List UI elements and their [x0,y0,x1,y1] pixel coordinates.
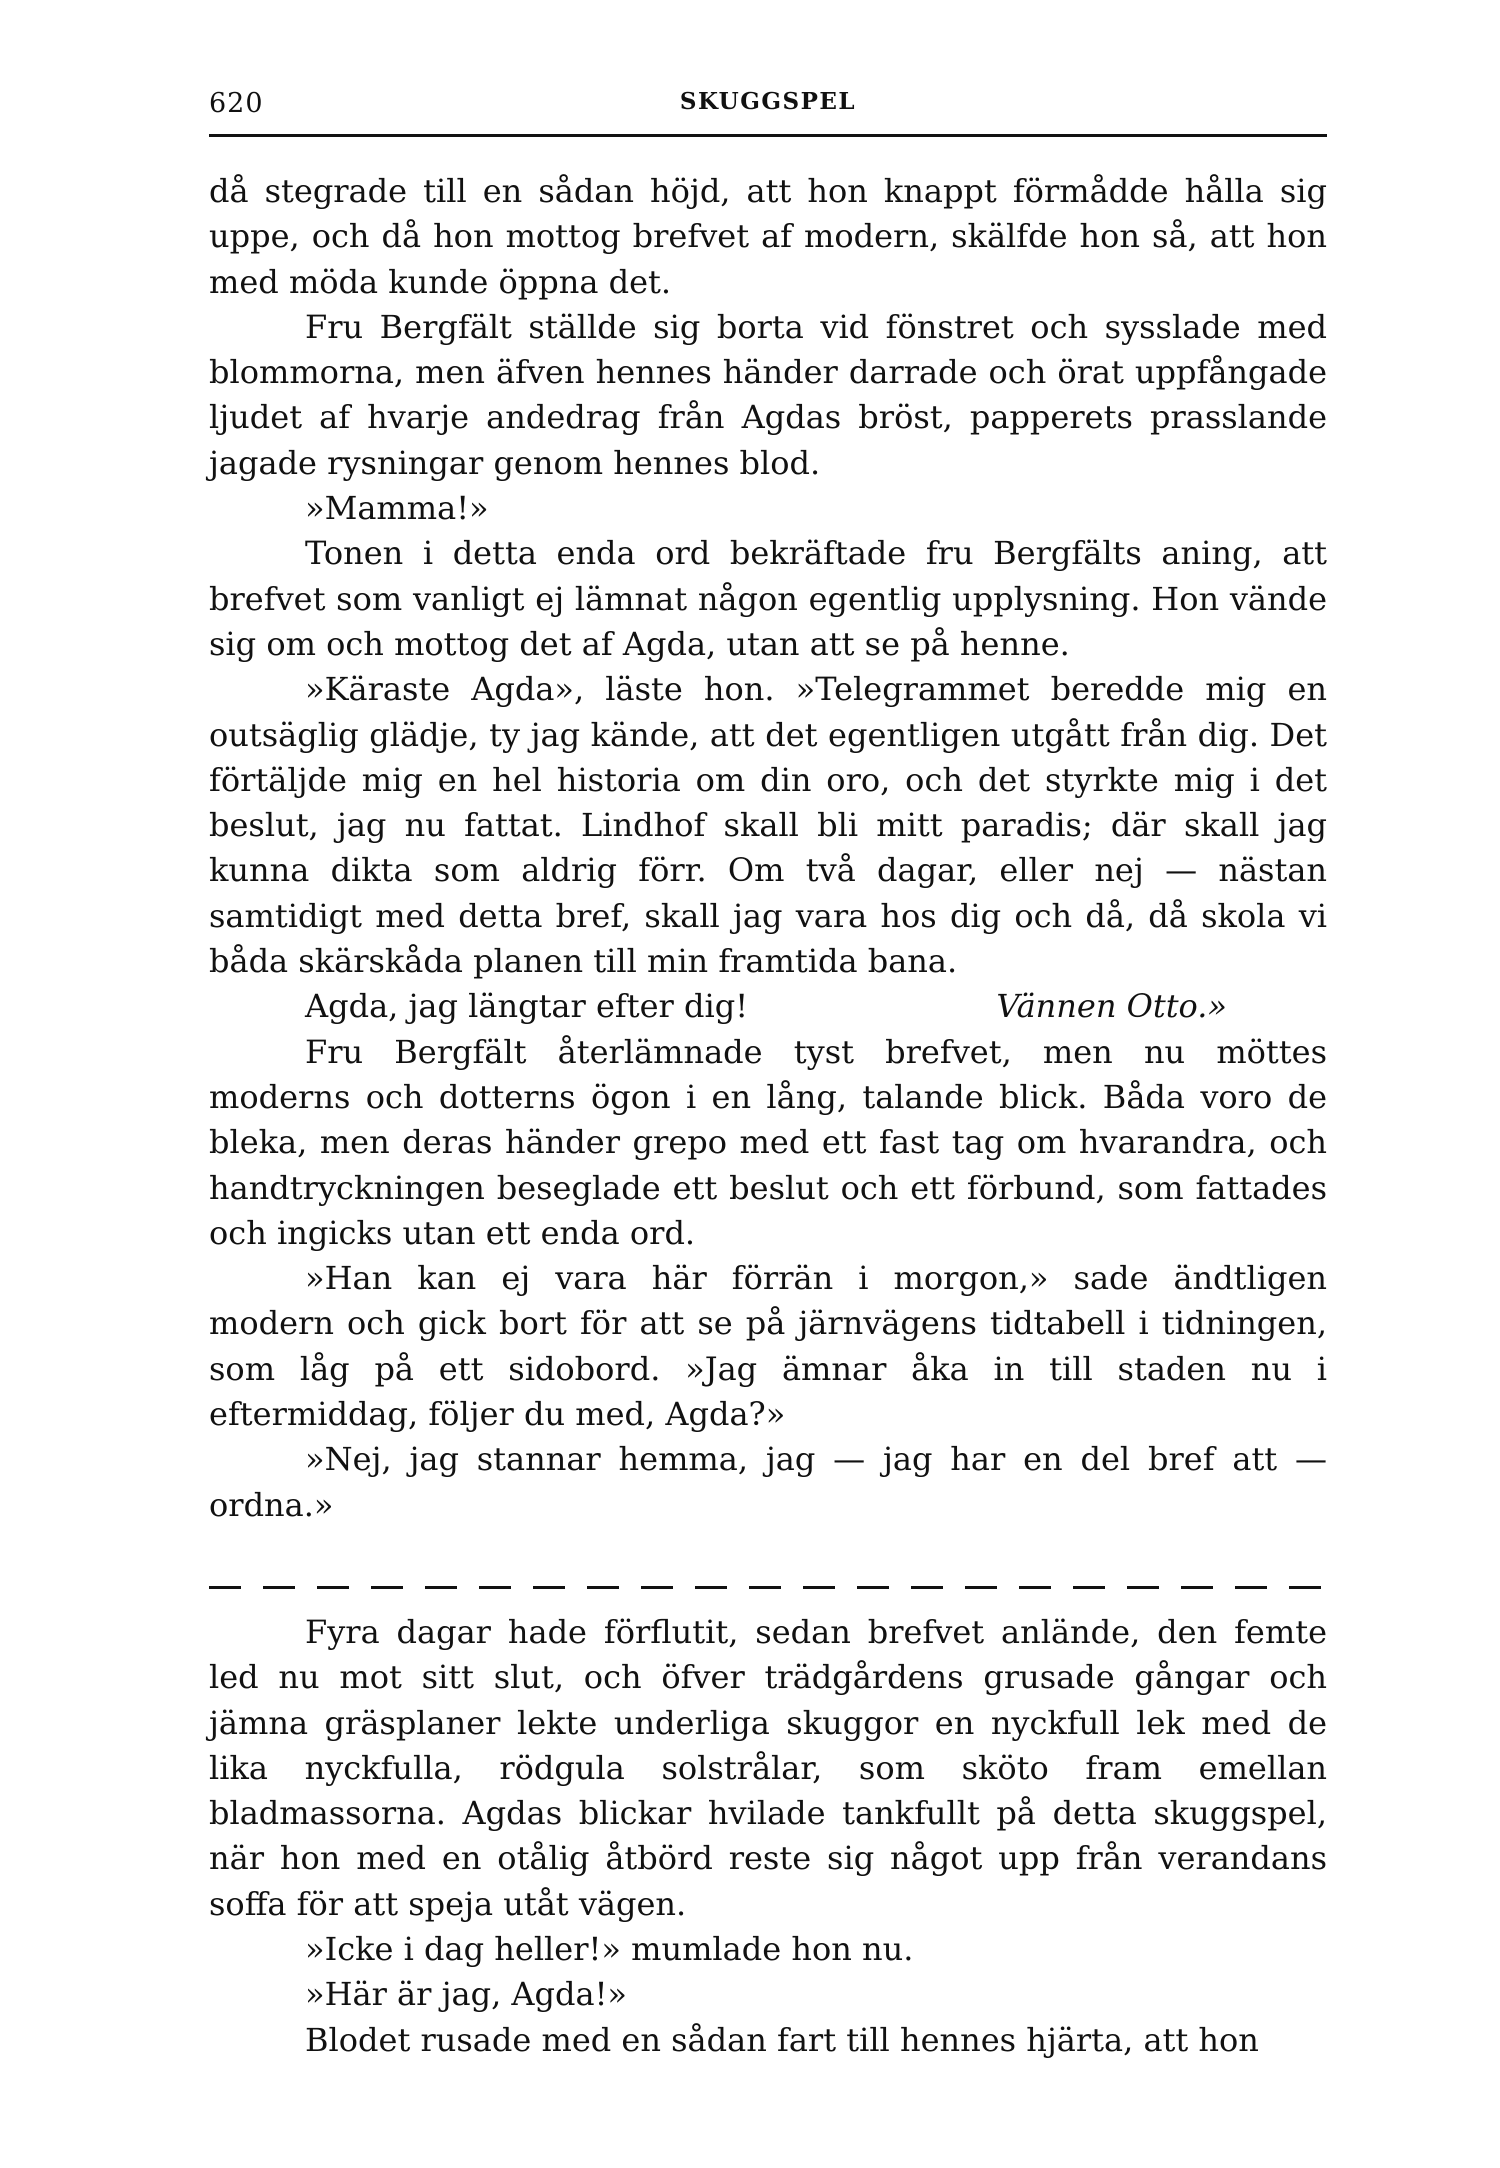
paragraph: Tonen i detta enda ord bekräftade fru Bergfälts aning, att brefvet som vanligt ej lämnat någon egentlig upplysning. Hon vände sig om och mottog det af Agda, utan att se på henne. [209,534,1327,663]
scene-break-divider [209,1586,1327,1589]
paragraph: Fru Bergfält ställde sig borta vid fönstret och sysslade med blommorna, men äfven hennes händer darrade och örat uppfångade ljudet af hvarje andedrag från Agdas bröst, papperets prasslande jagade rysningar genom hennes blod. [209,307,1327,482]
running-title: SKUGGSPEL [679,88,857,115]
header-rule [209,134,1327,137]
main-text [209,169,1327,1528]
paragraph: »Här är jag, Agda!» [305,1975,627,2014]
page-number: 620 [209,88,264,119]
letter-greeting: Agda, jag längtar efter dig! [305,987,749,1026]
paragraph: »Mamma!» [305,489,489,528]
page-header [209,88,1327,128]
letter-closing [209,984,1327,1029]
paragraph: Fyra dagar hade förflutit, sedan brefvet anlände, den femte led nu mot sitt slut, och öfver trädgårdens grusade gångar och jämna gräsplaner lekte underliga skuggor en nyckfull lek med de lika nyckfulla, rödgula solstrålar, som sköto fram emellan bladmassorna. Agdas blickar hvilade tankfullt på detta skuggspel, när hon med en otålig åtbörd reste sig något upp från verandans soffa för att speja utåt vägen. [209,1613,1327,1923]
main-text-continued [209,1610,1327,2063]
paragraph: då stegrade till en sådan höjd, att hon knappt förmådde hålla sig uppe, och då hon mottog brefvet af modern, skälfde hon så, att hon med möda kunde öppna det. [209,172,1327,301]
paragraph: »Han kan ej vara här förrän i morgon,» sade ändtligen modern och gick bort för att se på järnvägens tidtabell i tidningen, som låg på ett sidobord. »Jag ämnar åka in till staden nu i eftermiddag, följer du med, Agda?» [209,1259,1327,1434]
paragraph: Blodet rusade med en sådan fart till hennes hjärta, att hon [305,2020,1259,2059]
paragraph: Fru Bergfält återlämnade tyst brefvet, men nu möttes moderns och dotterns ögon i en lång, talande blick. Båda voro de bleka, men deras händer grepo med ett fast tag om hvarandra, och handtryckningen beseglade ett beslut och ett förbund, som fattades och ingicks utan ett enda ord. [209,1032,1327,1252]
letter-signature: Vännen Otto.» [996,987,1227,1026]
paragraph: »Nej, jag stannar hemma, jag — jag har en del bref att — ordna.» [209,1440,1327,1524]
paragraph: »Käraste Agda», läste hon. »Telegrammet beredde mig en outsäglig glädje, ty jag kände, att det egentligen utgått från dig. Det förtäljde mig en hel historia om din oro, och det styrkte mig i det beslut, jag nu fattat. Lindhof skall bli mitt paradis; där skall jag kunna dikta som aldrig förr. Om två dagar, eller nej — nästan samtidigt med detta bref, skall jag vara hos dig och då, då skola vi båda skärskåda planen till min framtida bana. [209,670,1327,981]
paragraph: »Icke i dag heller!» mumlade hon nu. [305,1930,914,1969]
